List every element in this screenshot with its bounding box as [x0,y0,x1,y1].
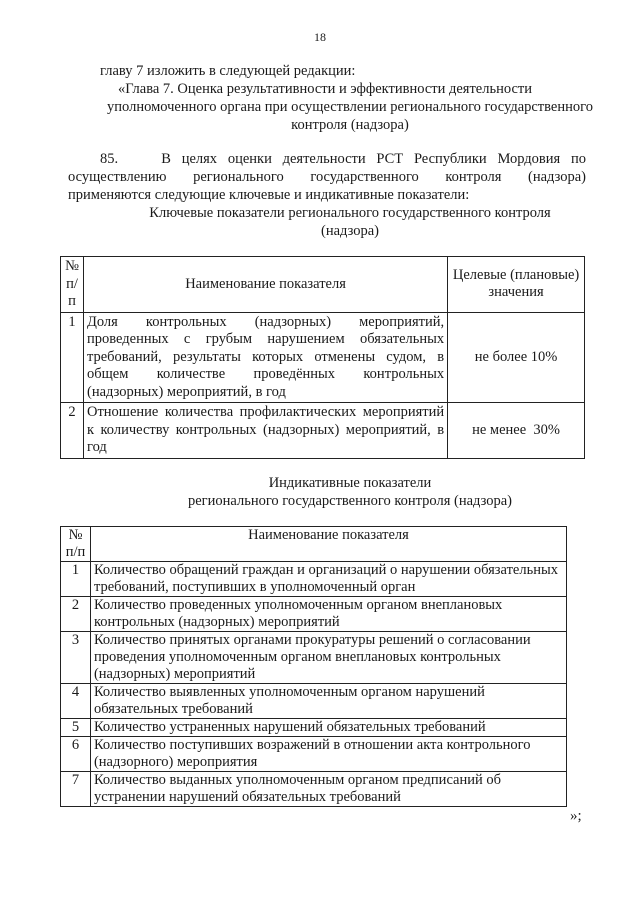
table-row [61,312,585,403]
paragraph-85-line3: применяются следующие ключевые и индикативные показатели: [68,187,470,203]
header-name: Наименование показателя [83,257,447,313]
header-num: № п/п [61,527,91,562]
table-row [61,403,585,459]
header-target: Целевые (плановые) значения [448,257,585,313]
table-header-row [61,527,567,562]
table-row [61,719,567,737]
table-row [61,562,567,597]
row-name: Количество выданных уполномоченным органом предписаний об устранении нарушений обязательных требований [90,772,566,807]
row-num: 1 [61,562,91,597]
row-name: Количество проведенных уполномоченным органом внеплановых контрольных (надзорных) мероприятий [90,597,566,632]
row-num: 2 [61,403,84,459]
row-name: Доля контрольных (надзорных) мероприятий, проведенных с грубым нарушением обязательных требований, результаты которых отменены судом, в общем количестве проведённых контрольных (надзорных) мероприятий, в год [83,312,447,403]
intro-text: главу 7 изложить в следующей редакции: [100,63,356,79]
table-row [61,597,567,632]
chapter-title-line3: контроля (надзора) [291,117,409,133]
key-indicators-title-line1: Ключевые показатели регионального государственного контроля [149,205,551,221]
row-name: Количество устраненных нарушений обязательных требований [90,719,566,737]
key-indicators-table [60,256,585,459]
key-indicators-title-line2: (надзора) [321,223,379,239]
row-num: 3 [61,632,91,684]
row-num: 1 [61,312,84,403]
row-num: 7 [61,772,91,807]
row-name: Отношение количества профилактических мероприятий к количеству контрольных (надзорных) мероприятий, в год [83,403,447,459]
row-target: не более 10% [448,312,585,403]
table-row [61,632,567,684]
table-header-row [61,257,585,313]
page-number: 18 [314,30,326,44]
row-name: Количество принятых органами прокуратуры решений о согласовании проведения уполномоченным органом внеплановых контрольных (надзорных) мероприятий [90,632,566,684]
indicative-title-line1: Индикативные показатели [268,475,432,491]
row-num: 5 [61,719,91,737]
indicative-title-line2: регионального государственного контроля (надзора) [188,493,512,509]
row-name: Количество обращений граждан и организаций о нарушении обязательных требований, поступивших в уполномоченный орган [90,562,566,597]
indicative-indicators-table [60,526,567,807]
table-row [61,684,567,719]
row-num: 2 [61,597,91,632]
chapter-title-line2: уполномоченного органа при осуществлении регионального государственного [107,99,593,115]
closing-quote: »; [570,808,582,824]
chapter-title-line1: «Глава 7. Оценка результативности и эффективности деятельности [118,81,532,97]
table-row [61,737,567,772]
row-num: 6 [61,737,91,772]
header-num: № п/п [61,257,84,313]
header-name: Наименование показателя [90,527,566,562]
row-name: Количество поступивших возражений в отношении акта контрольного (надзорного) мероприятия [90,737,566,772]
paragraph-85-line2: осуществлению регионального государственного контроля (надзора) [68,169,586,185]
row-name: Количество выявленных уполномоченным органом нарушений обязательных требований [90,684,566,719]
paragraph-85-line1: 85. В целях оценки деятельности РСТ Республики Мордовия по [100,151,586,167]
table-row [61,772,567,807]
row-num: 4 [61,684,91,719]
row-target: не менее 30% [448,403,585,459]
